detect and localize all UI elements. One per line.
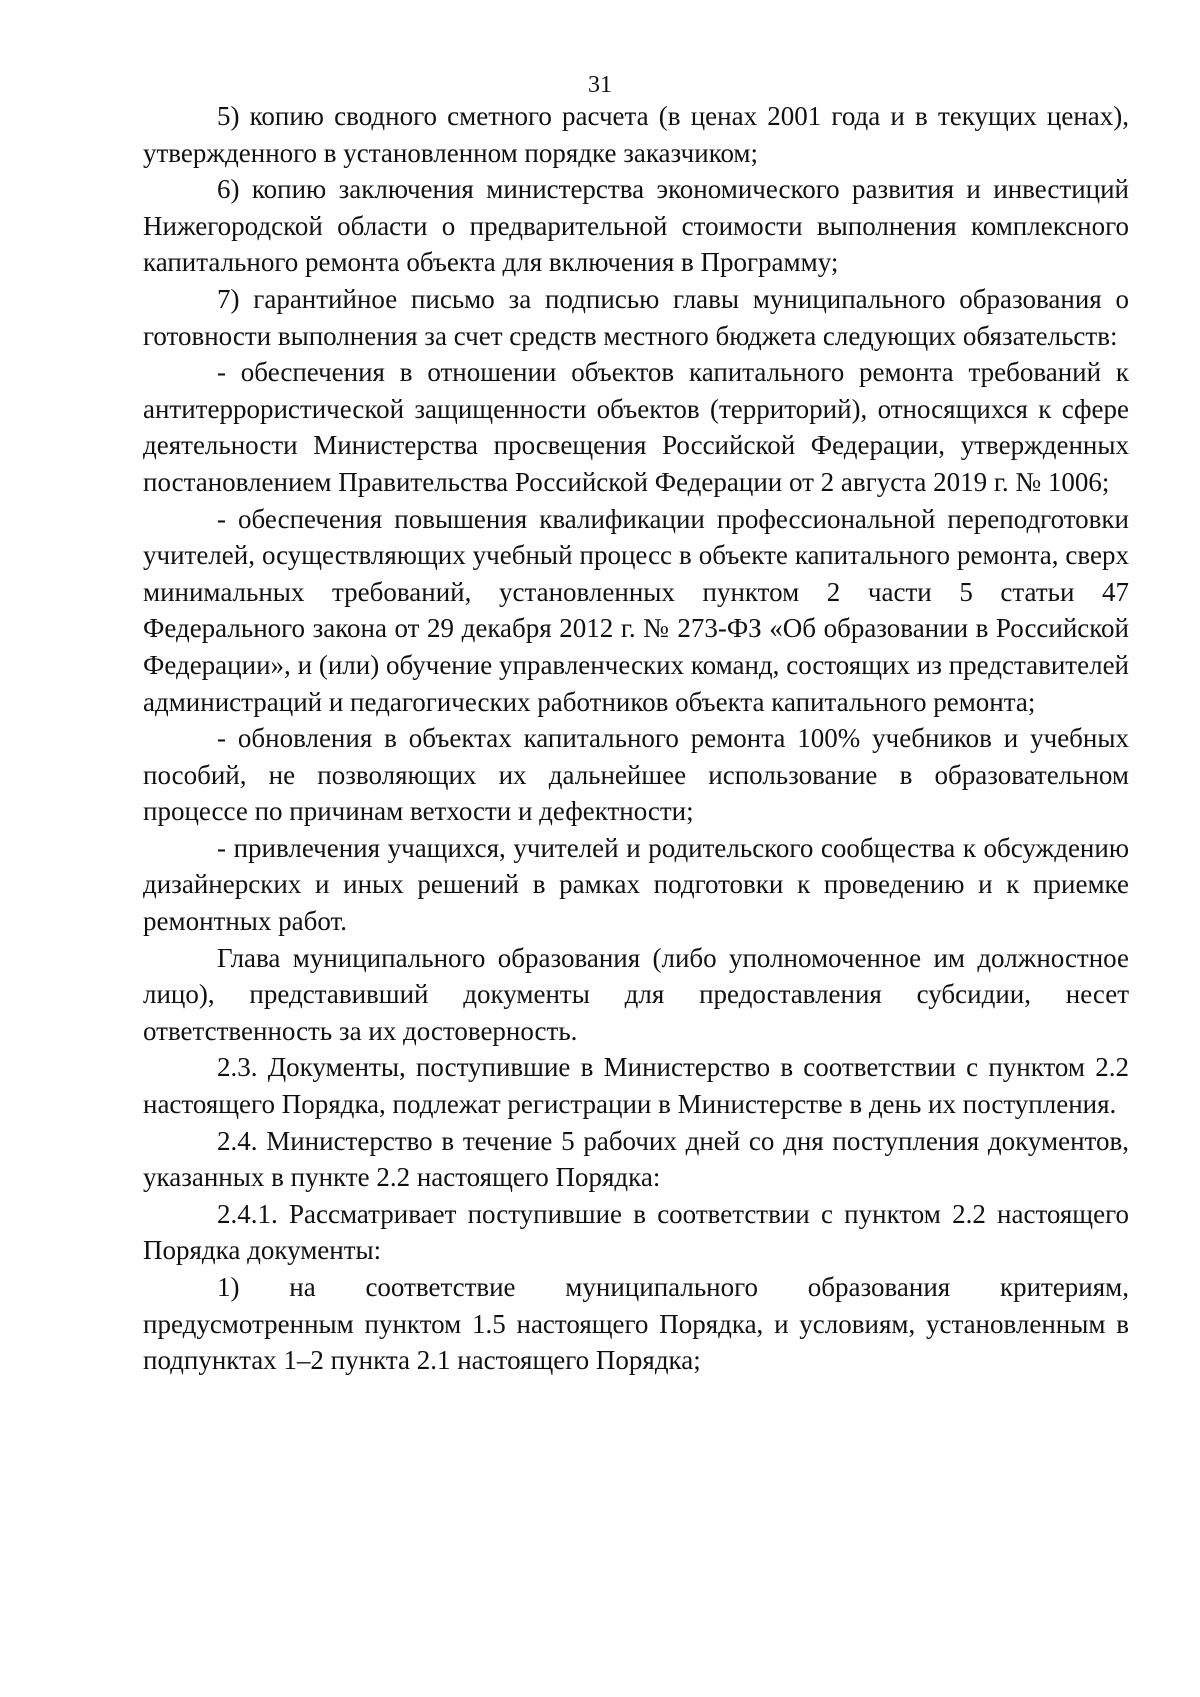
paragraph-bullet-community: - привлечения учащихся, учителей и родительского сообщества к обсуждению дизайнерских и иных решений в рамках подготовки к проведению и к приемке ремонтных работ. [143, 832, 1129, 937]
paragraph-2-4-1: 2.4.1. Рассматривает поступившие в соответствии с пунктом 2.2 настоящего Порядка документы: [143, 1198, 1129, 1266]
page-number: 31 [588, 72, 612, 98]
paragraph-2-4-1-item-1: 1) на соответствие муниципального образования критериям, предусмотренным пунктом 1.5 настоящего Порядка, и условиям, установленным в подпунктах 1–2 пункта 2.1 настоящего Порядка; [143, 1272, 1129, 1376]
paragraph-2-3: 2.3. Документы, поступившие в Министерство в соответствии с пунктом 2.2 настоящего Порядка, подлежат регистрации в Министерстве в день их поступления. [143, 1052, 1129, 1120]
paragraph-bullet-textbooks: - обновления в объектах капитального ремонта 100% учебников и учебных пособий, не позволяющих их дальнейшее использование в образовательном процессе по причинам ветхости и дефектности; [143, 723, 1129, 827]
paragraph-item-6: 6) копию заключения министерства экономического развития и инвестиций Нижегородской области о предварительной стоимости выполнения комплексного капитального ремонта объекта для включения в Программу; [143, 174, 1129, 278]
paragraph-responsibility: Глава муниципального образования (либо уполномоченное им должностное лицо), представивший документы для предоставления субсидии, несет ответственность за их достоверность. [143, 942, 1129, 1046]
paragraph-bullet-teacher-training: - обеспечения повышения квалификации профессиональной переподготовки учителей, осуществляющих учебный процесс в объекте капитального ремонта, сверх минимальных требований, установленных пунктом 2 части 5 статьи 47 Федерального закона от 29 декабря 2012 г. № 273-ФЗ «Об образовании в Российской Федерации», и (или) обучение управленческих команд, состоящих из представителей администраций и педагогических работников объекта капитального ремонта; [143, 503, 1129, 717]
paragraph-item-5: 5) копию сводного сметного расчета (в ценах 2001 года и в текущих ценах), утвержденного в установленном порядке заказчиком; [143, 101, 1129, 168]
document-body [143, 98, 1129, 1379]
paragraph-item-7: 7) гарантийное письмо за подписью главы муниципального образования о готовности выполнения за счет средств местного бюджета следующих обязательств: [143, 283, 1129, 351]
paragraph-bullet-antiterror: - обеспечения в отношении объектов капитального ремонта требований к антитеррористической защищенности объектов (территорий), относящихся к сфере деятельности Министерства просвещения Российской Федерации, утвержденных постановлением Правительства Российской Федерации от 2 августа 2019 г. № 1006; [143, 357, 1129, 497]
paragraph-2-4: 2.4. Министерство в течение 5 рабочих дней со дня поступления документов, указанных в пункте 2.2 настоящего Порядка: [143, 1125, 1129, 1193]
